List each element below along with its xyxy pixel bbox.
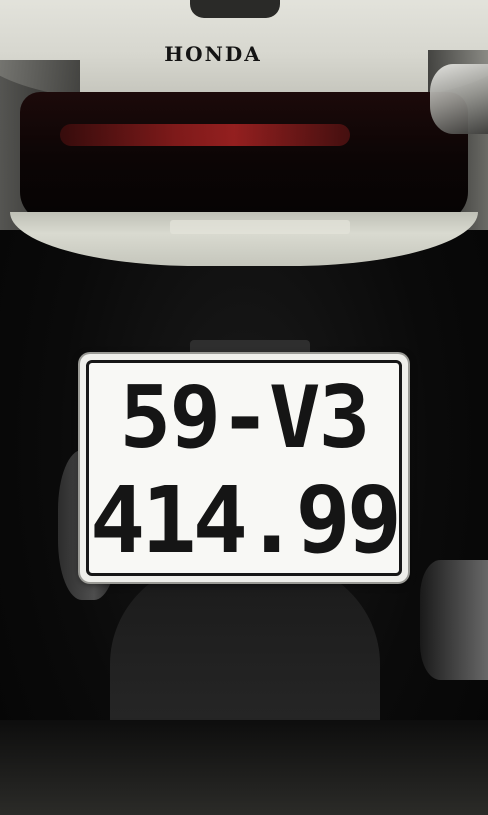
turn-signal-right — [430, 64, 488, 134]
panel-sticker — [170, 220, 350, 234]
taillight-housing — [20, 92, 468, 222]
plate-line-2: 414.99 — [89, 467, 399, 574]
seat-latch — [190, 0, 280, 18]
license-plate — [80, 354, 408, 582]
brand-logo: HONDA — [164, 42, 262, 66]
taillight-lens — [60, 124, 350, 146]
license-plate-border — [86, 360, 402, 576]
plate-line-1: 59-V3 — [119, 368, 369, 468]
ground — [0, 720, 488, 815]
side-cover-right — [420, 560, 488, 680]
